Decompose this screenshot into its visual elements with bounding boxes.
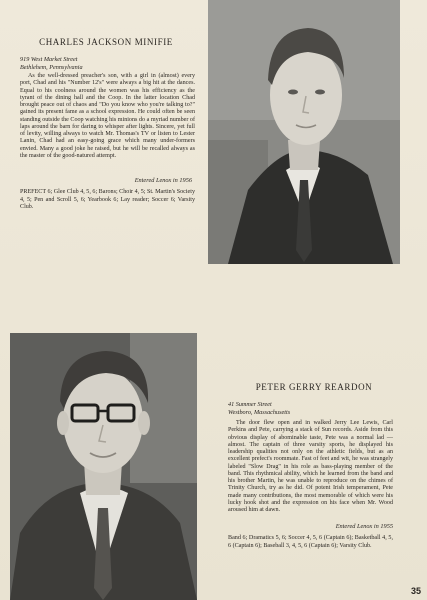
student-name: CHARLES JACKSON MINIFIE xyxy=(39,37,173,47)
address-street: 919 West Market Street xyxy=(20,56,78,63)
entered-year: Entered Lenox in 1955 xyxy=(335,523,393,530)
student-biography: The door flew open and in walked Jerry Lee Lewis, Carl Perkins and Pete, carrying a stack of Sun records. Aside from this obvious display of abominable taste, Pete was a normal lad — almost. The captain of three varsity sports, he displayed his leadership qualities not only on the athletic fields, but as an excellent prefect's roommate. Fast of feet and wit, he was strangely labeled "Slow Drag" in his role as bass-playing member of the band. This rhythmical ability, which he learned from the band and his brother Martin, he was unable to reproduce on the chimes of Trinity Church, try as he did. Of potent Irish temperament, Pete made many contributions, the most memorable of which were his lucky hook shot and the expression on his face when Mr. Wood aroused him at dawn. xyxy=(228,420,393,513)
portrait-photo-reardon xyxy=(10,333,197,600)
student-address xyxy=(20,56,83,72)
address-city: Westboro, Massachusetts xyxy=(228,409,291,416)
page-number: 35 xyxy=(410,586,421,596)
student-name: PETER GERRY REARDON xyxy=(255,382,373,392)
entered-year: Entered Lenox in 1956 xyxy=(134,177,192,184)
student-address xyxy=(228,401,290,417)
address-city: Bethlehem, Pennsylvania xyxy=(20,64,83,71)
student-activities: PREFECT 6; Glee Club 4, 5, 6; Barons; Choir 4, 5; St. Martin's Society 4, 5; Pen and Scroll 5, 6; Yearbook 6; Lay reader; Soccer 6; Varsity Club. xyxy=(20,189,195,210)
address-street: 41 Summer Street xyxy=(228,401,272,408)
student-biography: As the well-dressed preacher's son, with a girl in (almost) every port, Chad and his "Number 12's" were always a big hit at the dances. Equal to his coolness around the women was his efficiency as the tyrant of the dining hall and the Coop. In the latter location Chad brought peace out of chaos and "Do you know who you're talking to?" gained its present fame as a school expression. He could often be seen standing outside the Coop watching his minions do a myriad number of laps around the barn for daring to whisper after lights. Sincere, yet full of levity, willing always to watch Mr. Thomas's TV or listen to Lester Lanin, Chad had an easy-going grace which many under-formers envied. Many a good joke he raised, but he will be recalled always as the master of the good-natured attempt. xyxy=(20,73,195,159)
student-activities: Band 6; Dramatics 5, 6; Soccer 4, 5, 6 (Captain 6); Basketball 4, 5, 6 (Captain 6); Baseball 3, 4, 5, 6 (Captain 6); Varsity Club. xyxy=(228,535,393,549)
portrait-photo-minifie xyxy=(208,0,400,264)
